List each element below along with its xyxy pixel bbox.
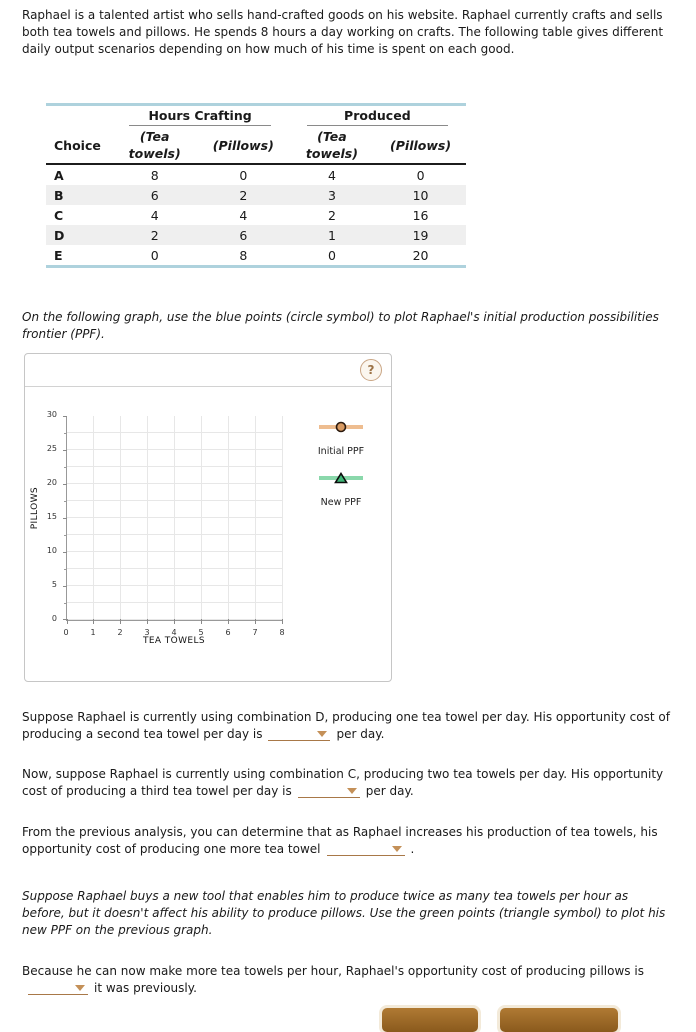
- ppf-plot-area[interactable]: [66, 416, 283, 621]
- question-1-suffix: per day.: [336, 727, 385, 741]
- x-axis-title: TEA TOWELS: [142, 636, 206, 646]
- col-header-choice: Choice: [46, 127, 111, 164]
- table-row-e: E 0 8 0 20: [54, 247, 429, 263]
- question-3-text: From the previous analysis, you can determine that as Raphael increases his production of tea towels, his opportunity cost of producing one more tea towel: [22, 825, 658, 856]
- y-tick-label: 30: [46, 410, 57, 419]
- question-4: [22, 963, 674, 997]
- output-table-wrap: [46, 103, 466, 268]
- question-2: [22, 766, 674, 800]
- question-1-text: Suppose Raphael is currently using combination D, producing one tea towel per day. His opportunity cost of producing a second tea towel per day is: [22, 710, 670, 741]
- graph-body: [25, 387, 391, 681]
- action-button-right[interactable]: [500, 1008, 618, 1032]
- y-tick-label: 0: [51, 614, 57, 623]
- x-tick-label: 7: [252, 628, 258, 637]
- y-axis-title: PILLOWS: [30, 487, 40, 530]
- graph-panel-header: [25, 354, 391, 387]
- chevron-down-icon: [347, 788, 357, 794]
- chevron-down-icon: [75, 985, 85, 991]
- question-2-dropdown[interactable]: [298, 783, 360, 798]
- column-header-row: [46, 127, 466, 164]
- x-tick-label: 6: [225, 628, 231, 637]
- group-header-row: [46, 105, 466, 128]
- y-tick-label: 10: [46, 546, 57, 555]
- action-button-left[interactable]: [382, 1008, 478, 1032]
- question-3-dropdown[interactable]: [327, 841, 405, 856]
- legend-label-new-ppf: New PPF: [320, 497, 362, 508]
- legend-label-initial-ppf: Initial PPF: [317, 446, 365, 457]
- x-tick-label: 0: [63, 628, 69, 637]
- col-header-prod-tea: (Tea towels): [289, 127, 375, 164]
- table-row-b: B 6 2 3 10: [46, 185, 466, 205]
- new-ppf-triangle-marker-icon[interactable]: [319, 472, 363, 484]
- intro-paragraph: Raphael is a talented artist who sells hand-crafted goods on his website. Raphael currently crafts and sells both tea towels and pillows. He spends 8 hours a day working on crafts. The following table gives different daily output scenarios depending on how much of his time is spent on each good.: [22, 8, 664, 56]
- col-header-prod-pillows: (Pillows): [375, 127, 466, 164]
- table-row-c: C 4 4 2 16: [54, 207, 429, 223]
- output-table: [46, 103, 466, 268]
- question-4-suffix: it was previously.: [94, 981, 197, 995]
- graph-panel: [24, 353, 392, 682]
- x-tick-label: 8: [279, 628, 285, 637]
- graph-legend: [303, 421, 379, 523]
- group-header-produced: Produced: [289, 105, 466, 128]
- help-icon[interactable]: ?: [360, 359, 382, 381]
- y-tick-label: 15: [46, 512, 57, 521]
- instruction-initial-ppf: On the following graph, use the blue points (circle symbol) to plot Raphael's initial production possibilities frontier (PPF).: [22, 310, 659, 341]
- col-header-hours-tea: (Tea towels): [111, 127, 197, 164]
- table-row-d: D 2 6 1 19: [46, 225, 466, 245]
- question-1-dropdown[interactable]: [268, 726, 330, 741]
- instruction-new-ppf: Suppose Raphael buys a new tool that enables him to produce twice as many tea towels per hour as before, but it doesn't affect his ability to produce pillows. Use the green points (triangle symbol) to plot his new PPF on the previous graph.: [22, 889, 666, 937]
- y-tick-label: 20: [46, 478, 57, 487]
- initial-ppf-circle-marker-icon[interactable]: [319, 421, 363, 433]
- question-2-suffix: per day.: [365, 784, 414, 798]
- question-1: [22, 709, 674, 743]
- question-4-text: Because he can now make more tea towels per hour, Raphael's opportunity cost of producing pillows is: [22, 964, 644, 978]
- table-row-a: A 8 0 4 0: [54, 167, 425, 183]
- col-header-hours-pillows: (Pillows): [198, 127, 289, 164]
- chevron-down-icon: [392, 846, 402, 852]
- question-2-text: Now, suppose Raphael is currently using combination C, producing two tea towels per day. His opportunity cost of producing a third tea towel per day is: [22, 767, 664, 798]
- chevron-down-icon: [317, 731, 327, 737]
- x-tick-label: 4: [171, 628, 177, 637]
- x-tick-label: 2: [117, 628, 123, 637]
- question-3-suffix: .: [410, 842, 415, 856]
- question-4-dropdown[interactable]: [28, 980, 88, 995]
- x-tick-label: 5: [198, 628, 204, 637]
- y-tick-label: 25: [46, 444, 57, 453]
- x-tick-label: 1: [90, 628, 96, 637]
- group-header-hours: Hours Crafting: [111, 105, 288, 128]
- y-tick-label: 5: [51, 580, 57, 589]
- question-3: [22, 824, 674, 858]
- x-tick-label: 3: [144, 628, 150, 637]
